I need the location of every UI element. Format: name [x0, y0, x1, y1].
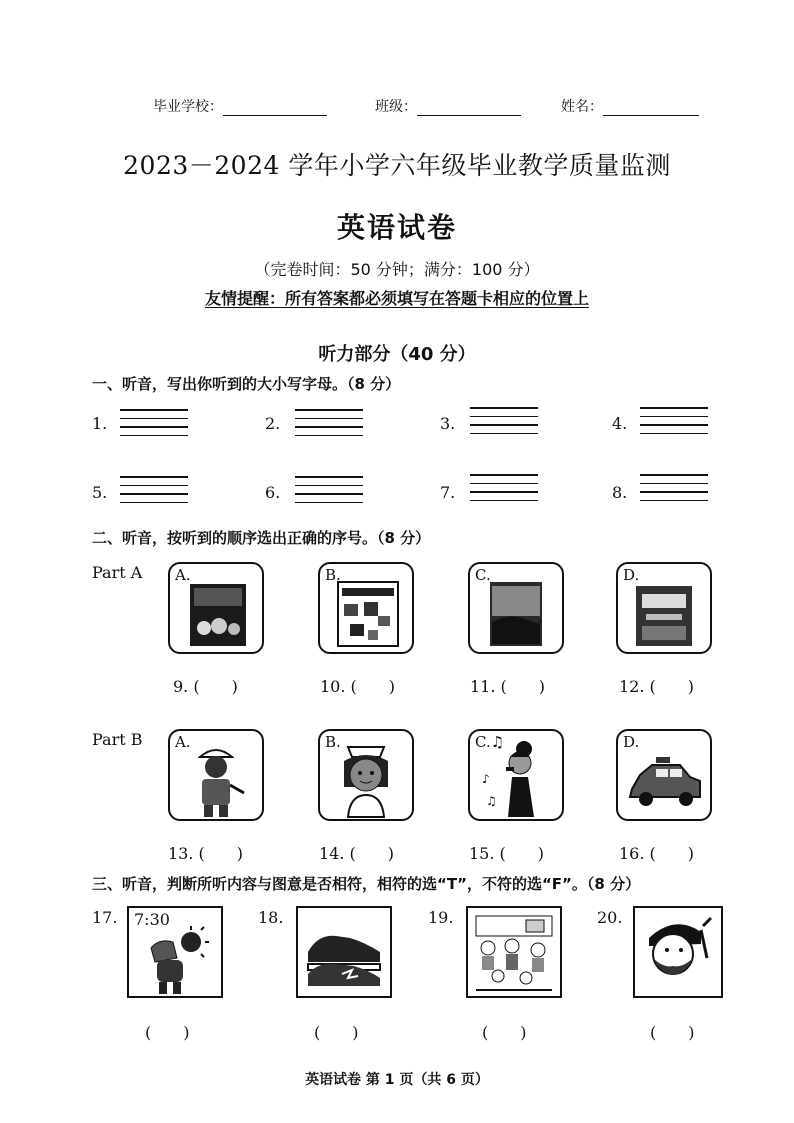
q7-num: 7. — [440, 483, 456, 502]
reminder: 友情提醒：所有答案都必须填写在答题卡相应的位置上 — [204, 289, 589, 308]
listening-section-title: 听力部分（40 分） — [318, 344, 476, 365]
q3-num: 3. — [440, 414, 456, 433]
part-b-option-b[interactable] — [318, 729, 414, 821]
answer-blank[interactable]: ( ) — [650, 1023, 695, 1042]
bearded-man-icon — [635, 908, 721, 996]
four-line-grid[interactable] — [120, 476, 188, 506]
q4-num: 4. — [612, 414, 628, 433]
option-label: C. — [475, 566, 491, 584]
option-label: B. — [325, 566, 341, 584]
part-b-option-d[interactable] — [616, 729, 712, 821]
part-b-option-a[interactable] — [168, 729, 264, 821]
option-label: A. — [175, 566, 191, 584]
answer-blank[interactable]: ( ) — [145, 1023, 190, 1042]
clock-time: 7:30 — [134, 910, 170, 929]
option-label: D. — [623, 566, 640, 584]
option-label: B. — [325, 733, 341, 751]
option-label: A. — [175, 733, 191, 751]
q20-num: 20. — [597, 908, 623, 927]
part-a-option-b[interactable] — [318, 562, 414, 654]
svg-text:♪: ♪ — [482, 772, 490, 786]
answer-blank[interactable]: 13. ( ) — [168, 844, 244, 863]
class-label: 班级： — [375, 99, 417, 115]
q6-num: 6. — [265, 483, 281, 502]
q2-num: 2. — [265, 414, 281, 433]
part-a-label: Part A — [92, 563, 143, 582]
q17-num: 17. — [92, 908, 118, 927]
name-label: 姓名： — [561, 99, 603, 115]
q5-num: 5. — [92, 483, 108, 502]
option-label: C.♫ — [475, 733, 505, 751]
four-line-grid[interactable] — [295, 476, 363, 506]
page-footer: 英语试卷 第 1 页（共 6 页） — [305, 1072, 489, 1088]
answer-blank[interactable]: 12. ( ) — [619, 677, 695, 696]
four-line-grid[interactable] — [640, 474, 708, 504]
school-field — [153, 96, 327, 116]
school-label: 毕业学校： — [153, 99, 223, 115]
answer-blank[interactable]: ( ) — [482, 1023, 527, 1042]
q20-picture[interactable] — [633, 906, 723, 998]
part-a-option-a[interactable] — [168, 562, 264, 654]
answer-blank[interactable]: 16. ( ) — [619, 844, 695, 863]
four-line-grid[interactable] — [470, 474, 538, 504]
q17-picture[interactable] — [127, 906, 223, 998]
subject-title: 英语试卷 — [336, 211, 457, 244]
sneakers-icon — [298, 908, 390, 996]
class-field — [375, 96, 521, 116]
part-b-option-c[interactable] — [468, 729, 564, 821]
answer-blank[interactable]: 9. ( ) — [173, 677, 238, 696]
q19-picture[interactable] — [466, 906, 562, 998]
name-blank[interactable] — [603, 115, 699, 116]
q1-num: 1. — [92, 414, 108, 433]
answer-blank[interactable]: 15. ( ) — [469, 844, 545, 863]
exam-title: 2023－2024 学年小学六年级毕业教学质量监测 — [123, 151, 671, 180]
class-blank[interactable] — [417, 115, 521, 116]
answer-blank[interactable]: 11. ( ) — [470, 677, 546, 696]
four-line-grid[interactable] — [640, 407, 708, 437]
q18-picture[interactable] — [296, 906, 392, 998]
q19-num: 19. — [428, 908, 454, 927]
answer-blank[interactable]: 14. ( ) — [319, 844, 395, 863]
school-blank[interactable] — [223, 115, 327, 116]
reminder-wrap — [0, 286, 794, 309]
four-line-grid[interactable] — [295, 409, 363, 439]
svg-text:♫: ♫ — [486, 794, 497, 808]
four-line-grid[interactable] — [120, 409, 188, 439]
part-a-option-d[interactable] — [616, 562, 712, 654]
part-a-option-c[interactable] — [468, 562, 564, 654]
q18-num: 18. — [258, 908, 284, 927]
name-field — [561, 96, 699, 116]
q1-heading: 一、听音，写出你听到的大小写字母。（8 分） — [92, 375, 401, 393]
answer-blank[interactable]: ( ) — [314, 1023, 359, 1042]
classroom-scene-icon — [468, 908, 560, 996]
part-b-label: Part B — [92, 730, 143, 749]
answer-blank[interactable]: 10. ( ) — [320, 677, 396, 696]
exam-info: （完卷时间：50 分钟；满分：100 分） — [254, 260, 540, 279]
option-label: D. — [623, 733, 640, 751]
four-line-grid[interactable] — [470, 407, 538, 437]
q2-heading: 二、听音，按听到的顺序选出正确的序号。（8 分） — [92, 529, 431, 547]
q8-num: 8. — [612, 483, 628, 502]
q3-heading: 三、听音，判断所听内容与图意是否相符，相符的选“T”，不符的选“F”。（8 分） — [92, 875, 641, 893]
